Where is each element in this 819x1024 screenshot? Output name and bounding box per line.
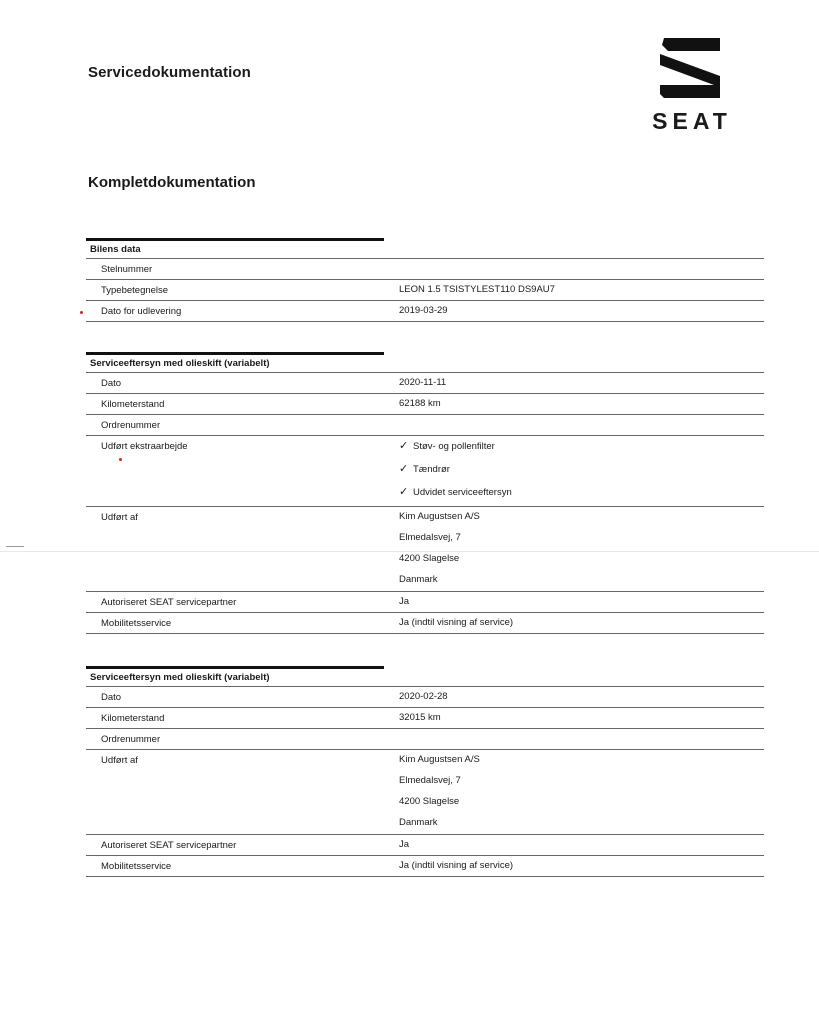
- table-row: [86, 373, 764, 394]
- table-row: [86, 750, 764, 835]
- row-value: Ja: [399, 839, 410, 850]
- section-title: Serviceeftersyn med olieskift (variabelt): [90, 672, 270, 683]
- table-row: [86, 259, 764, 280]
- row-label: Kilometerstand: [101, 399, 165, 410]
- seat-wordmark: SEAT: [652, 108, 732, 134]
- row-value: 2019-03-29: [399, 305, 448, 316]
- seat-logo: [636, 38, 748, 134]
- row-value: 2020-11-11: [399, 377, 447, 388]
- section-title: Serviceeftersyn med olieskift (variabelt): [90, 358, 270, 369]
- section-title: Bilens data: [90, 244, 141, 255]
- table-row: [86, 856, 764, 877]
- table-row: [86, 708, 764, 729]
- table-row: [86, 613, 764, 634]
- address-line: 4200 Slagelse: [399, 796, 460, 807]
- checkmark-icon: ✓: [399, 486, 409, 498]
- seat-s-icon: [658, 38, 726, 98]
- red-marker-dot: [119, 458, 122, 461]
- red-marker-dot: [80, 311, 83, 314]
- scan-artifact-tick: [6, 546, 24, 547]
- table-row: [86, 729, 764, 750]
- table-row: [86, 415, 764, 436]
- section-header: [86, 238, 764, 259]
- address-line: 4200 Slagelse: [399, 553, 460, 564]
- check-item: Udvidet serviceeftersyn: [413, 487, 512, 498]
- table-row: [86, 687, 764, 708]
- row-label: Typebetegnelse: [101, 285, 169, 296]
- checkmark-icon: ✓: [399, 440, 409, 452]
- address-line: Danmark: [399, 817, 438, 828]
- table-row: [86, 592, 764, 613]
- row-label: Ordrenummer: [101, 420, 161, 431]
- address-line: Elmedalsvej, 7: [399, 532, 461, 543]
- row-label: Dato for udlevering: [101, 306, 182, 317]
- row-label: Dato: [101, 378, 122, 389]
- document-subtitle: Kompletdokumentation: [88, 174, 256, 191]
- address-line: Kim Augustsen A/S: [399, 511, 480, 522]
- section-service-2: [86, 666, 764, 877]
- row-value: 62188 km: [399, 398, 441, 409]
- address-line: Danmark: [399, 574, 438, 585]
- section-header: [86, 666, 764, 687]
- row-label: Autoriseret SEAT servicepartner: [101, 840, 237, 851]
- section-service-1: [86, 352, 764, 634]
- table-row: [86, 301, 764, 322]
- document-title: Servicedokumentation: [88, 64, 251, 81]
- table-row: [86, 280, 764, 301]
- row-label: Stelnummer: [101, 264, 153, 275]
- row-label: Udført af: [101, 512, 138, 523]
- row-label: Udført ekstraarbejde: [101, 441, 188, 452]
- section-bilens-data: [86, 238, 764, 322]
- row-label: Mobilitetsservice: [101, 618, 172, 629]
- row-label: Mobilitetsservice: [101, 861, 172, 872]
- row-value: Ja (indtil visning af service): [399, 860, 514, 871]
- check-item: Tændrør: [413, 464, 450, 475]
- check-item: Støv- og pollenfilter: [413, 441, 495, 452]
- row-value: Ja (indtil visning af service): [399, 617, 514, 628]
- address-line: Kim Augustsen A/S: [399, 754, 480, 765]
- table-row: [86, 507, 764, 592]
- table-row: [86, 436, 764, 507]
- row-value: LEON 1.5 TSISTYLEST110 DS9AU7: [399, 284, 555, 295]
- row-label: Autoriseret SEAT servicepartner: [101, 597, 237, 608]
- checkmark-icon: ✓: [399, 463, 409, 475]
- address-line: Elmedalsvej, 7: [399, 775, 461, 786]
- row-label: Udført af: [101, 755, 138, 766]
- row-label: Ordrenummer: [101, 734, 161, 745]
- table-row: [86, 835, 764, 856]
- row-value: Ja: [399, 596, 410, 607]
- table-row: [86, 394, 764, 415]
- row-value: 2020-02-28: [399, 691, 448, 702]
- row-label: Dato: [101, 692, 122, 703]
- row-value: 32015 km: [399, 712, 441, 723]
- section-header: [86, 352, 764, 373]
- scan-artifact-line: [0, 551, 819, 552]
- row-label: Kilometerstand: [101, 713, 165, 724]
